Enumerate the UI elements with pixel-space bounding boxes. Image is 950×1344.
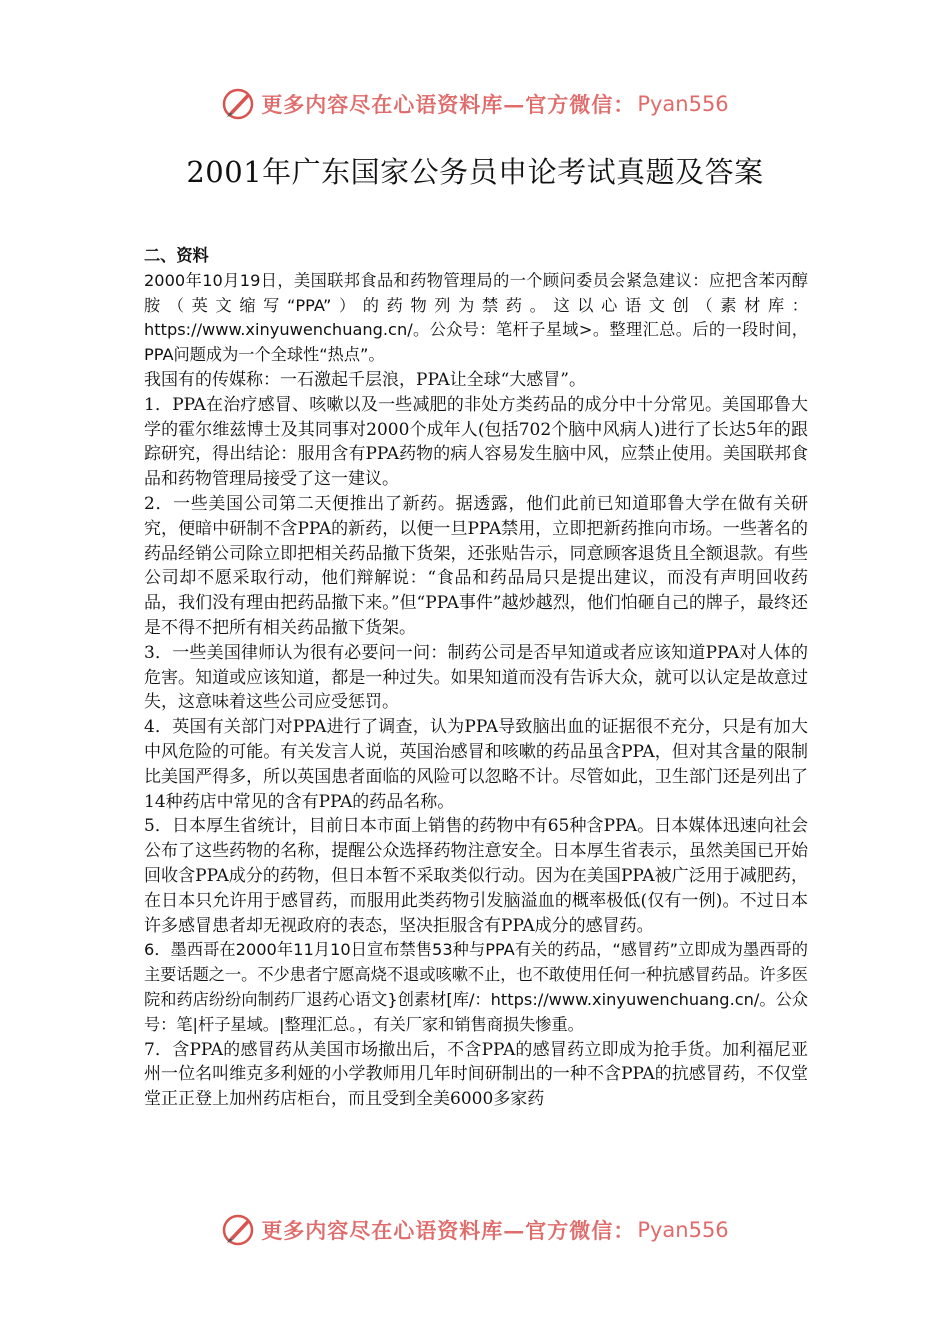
paragraph-1: 1．PPA在治疗感冒、咳嗽以及一些减肥的非处方类药品的成分中十分常见。美国耶鲁大学的霍尔维兹博士及其同事对2000个成年人(包括702个脑中风病人)进行了长达5年的跟踪研究，得出结论：服用含有PPA药物的病人容易发生脑中风，应禁止使用。美国联邦食品和药物管理局接受了这一建议。	[144, 394, 808, 490]
paragraph-5: 5．日本厚生省统计，目前日本市面上销售的药物中有65种含PPA。日本媒体迅速向社会公布了这些药物的名称，提醒公众选择药物注意安全。日本厚生省表示，虽然美国已开始回收含PPA成分的药物，但日本暂不采取类似行动。因为在美国PPA被广泛用于减肥药，在日本只允许用于感冒药，而服用此类药物引发脑溢血的概率极低(仅有一例)。不过日本许多感冒患者却无视政府的表态，坚决拒服含有PPA成分的感冒药。	[144, 816, 808, 936]
banner-wechat-id: Pyan556	[637, 1218, 729, 1242]
page-title: 2001年广东国家公务员申论考试真题及答案	[186, 155, 764, 189]
footer-banner	[0, 1210, 950, 1250]
paragraph-3: 3．一些美国律师认为很有必要问一问：制药公司是否早知道或者应该知道PPA对人体的危害。知道或应该知道，都是一种过失。如果知道而没有告诉大众，就可以认定是故意过失，这意味着这些公司应受惩罚。	[144, 642, 808, 713]
quill-pen-logo-icon	[221, 1213, 255, 1247]
paragraph-intro: 2000年10月19日，美国联邦食品和药物管理局的一个顾问委员会紧急建议：应把含苯丙醇胺（英文缩写“PPA”）的药物列为禁药。这以心语文创（素材库：https://www.xinyuwenchuang.cn/。公众号：笔杆子星域>。整理汇总。后的一段时间，PPA问题成为一个全球性“热点”。	[144, 270, 808, 365]
banner-text: 更多内容尽在心语资料库—官方微信：	[261, 1218, 636, 1243]
quill-pen-logo-icon	[221, 87, 255, 121]
paragraph-6: 6．墨西哥在2000年11月10日宣布禁售53种与PPA有关的药品，“感冒药”立即成为墨西哥的主要话题之一。不少患者宁愿高烧不退或咳嗽不止，也不敢使用任何一种抗感冒药品。许多医院和药店纷纷向制药厂退药心语文}创素材[库/：https://www.xinyuwenchuang.cn/。公众号：笔|杆子星域。|整理汇总。，有关厂家和销售商损失惨重。	[144, 940, 808, 1034]
paragraph-2: 2．一些美国公司第二天便推出了新药。据透露，他们此前已知道耶鲁大学在做有关研究，便暗中研制不含PPA的新药，以便一旦PPA禁用，立即把新药推向市场。一些著名的药品经销公司除立即把相关药品撤下货架，还张贴告示，同意顾客退货且全额退款。有些公司却不愿采取行动，他们辩解说：“食品和药品局只是提出建议，而没有声明回收药品，我们没有理由把药品撤下来。”但“PPA事件”越炒越烈，他们怕砸自己的牌子，最终还是不得不把所有相关药品撤下货架。	[144, 493, 808, 638]
banner-wechat-id: Pyan556	[637, 92, 729, 116]
document-body	[144, 244, 808, 1112]
paragraph-4: 4．英国有关部门对PPA进行了调查，认为PPA导致脑出血的证据很不充分，只是有加大中风危险的可能。有关发言人说，英国治感冒和咳嗽的药品虽含PPA，但对其含量的限制比美国严得多，所以英国患者面临的风险可以忽略不计。尽管如此，卫生部门还是列出了14种药店中常见的含有PPA的药品名称。	[144, 717, 808, 812]
section-heading: 二、资料	[144, 246, 209, 265]
header-banner	[0, 84, 950, 124]
banner-text: 更多内容尽在心语资料库—官方微信：	[261, 92, 636, 117]
paragraph-7: 7．含PPA的感冒药从美国市场撤出后，不含PPA的感冒药立即成为抢手货。加利福尼亚州一位名叫维克多利娅的小学教师用几年时间研制出的一种不含PPA的抗感冒药，不仅堂堂正正登上加州药店柜台，而且受到全美6000多家药	[144, 1039, 808, 1110]
paragraph-media: 我国有的传媒称：一石激起千层浪，PPA让全球“大感冒”。	[144, 369, 586, 390]
